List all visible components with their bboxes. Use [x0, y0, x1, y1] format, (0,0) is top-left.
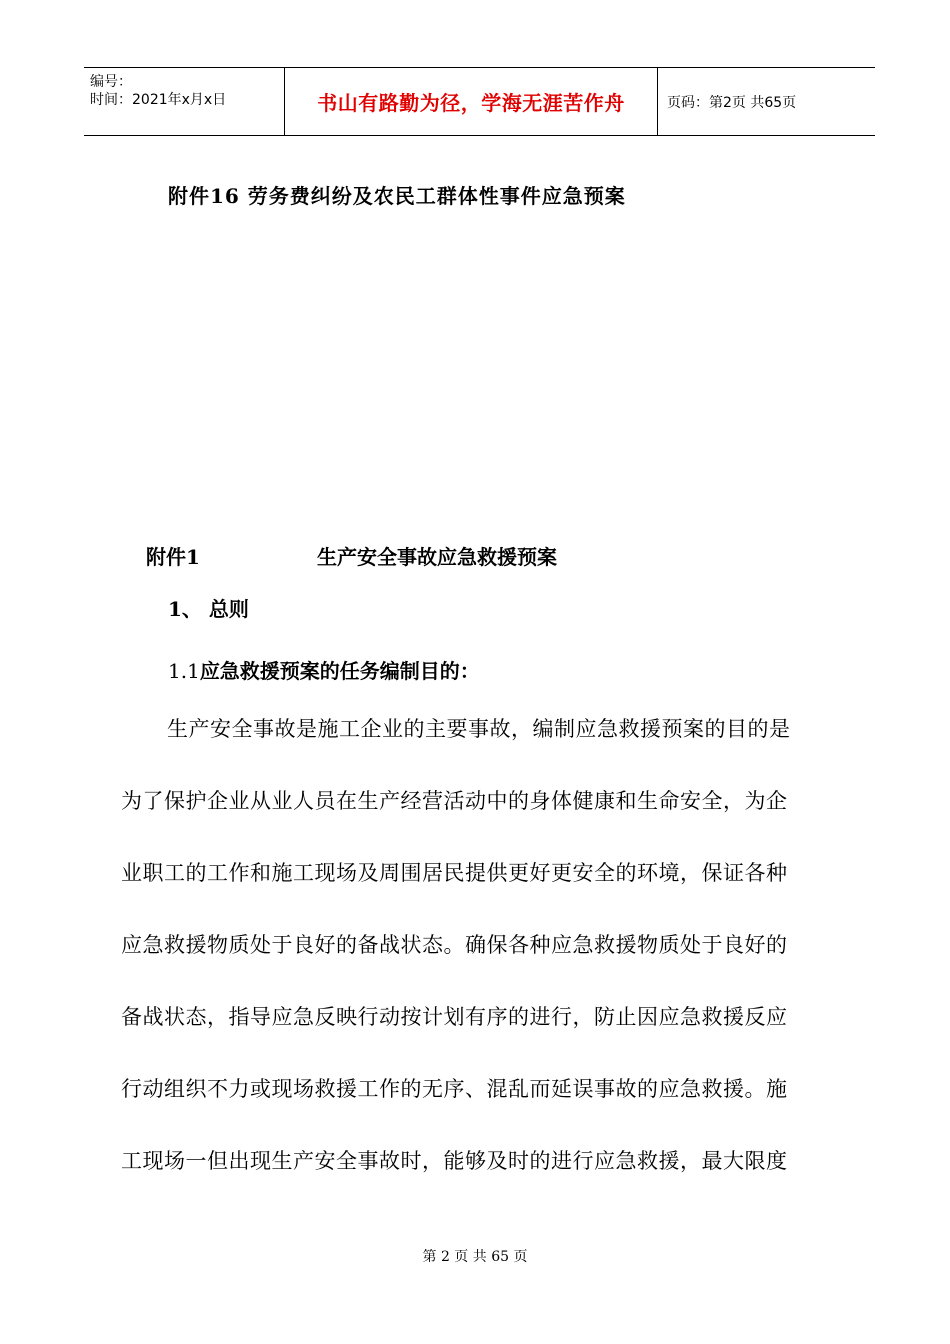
page-header	[84, 67, 875, 136]
body-line: 业职工的工作和施工现场及周围居民提供更好更安全的环境，保证各种	[121, 861, 788, 885]
annex1-title: 生产安全事故应急救援预案	[317, 545, 557, 569]
body-line: 备战状态，指导应急反映行动按计划有序的进行，防止因应急救援反应	[121, 1005, 788, 1029]
body-paragraph	[121, 711, 837, 1215]
section-heading-general: 1、 总则	[168, 597, 249, 621]
section-1-1-title: 应急救援预案的任务编制目的：	[199, 659, 480, 683]
header-time-label: 时间：2021年x月x日	[90, 92, 227, 108]
page-footer: 第 2 页 共 65 页	[422, 1249, 528, 1265]
body-line: 应急救援物质处于良好的备战状态。确保各种应急救援物质处于良好的	[121, 933, 788, 957]
body-line: 工现场一但出现生产安全事故时，能够及时的进行应急救援，最大限度	[121, 1149, 788, 1173]
header-motto: 书山有路勤为径，学海无涯苦作舟	[285, 68, 658, 135]
header-meta	[84, 68, 285, 135]
section-1-1-number: 1.1	[168, 659, 200, 683]
section-heading-1-1	[168, 655, 480, 684]
body-line: 行动组织不力或现场救援工作的无序、混乱而延误事故的应急救援。施	[121, 1077, 788, 1101]
body-line: 为了保护企业从业人员在生产经营活动中的身体健康和生命安全，为企	[121, 789, 788, 813]
body-line: 生产安全事故是施工企业的主要事故，编制应急救援预案的目的是	[167, 717, 791, 741]
header-page-info: 页码：第2页 共65页	[667, 94, 797, 111]
annex16-title: 附件16 劳务费纠纷及农民工群体性事件应急预案	[168, 184, 626, 208]
header-number-label: 编号：	[90, 74, 132, 90]
annex1-label: 附件1	[146, 545, 200, 569]
